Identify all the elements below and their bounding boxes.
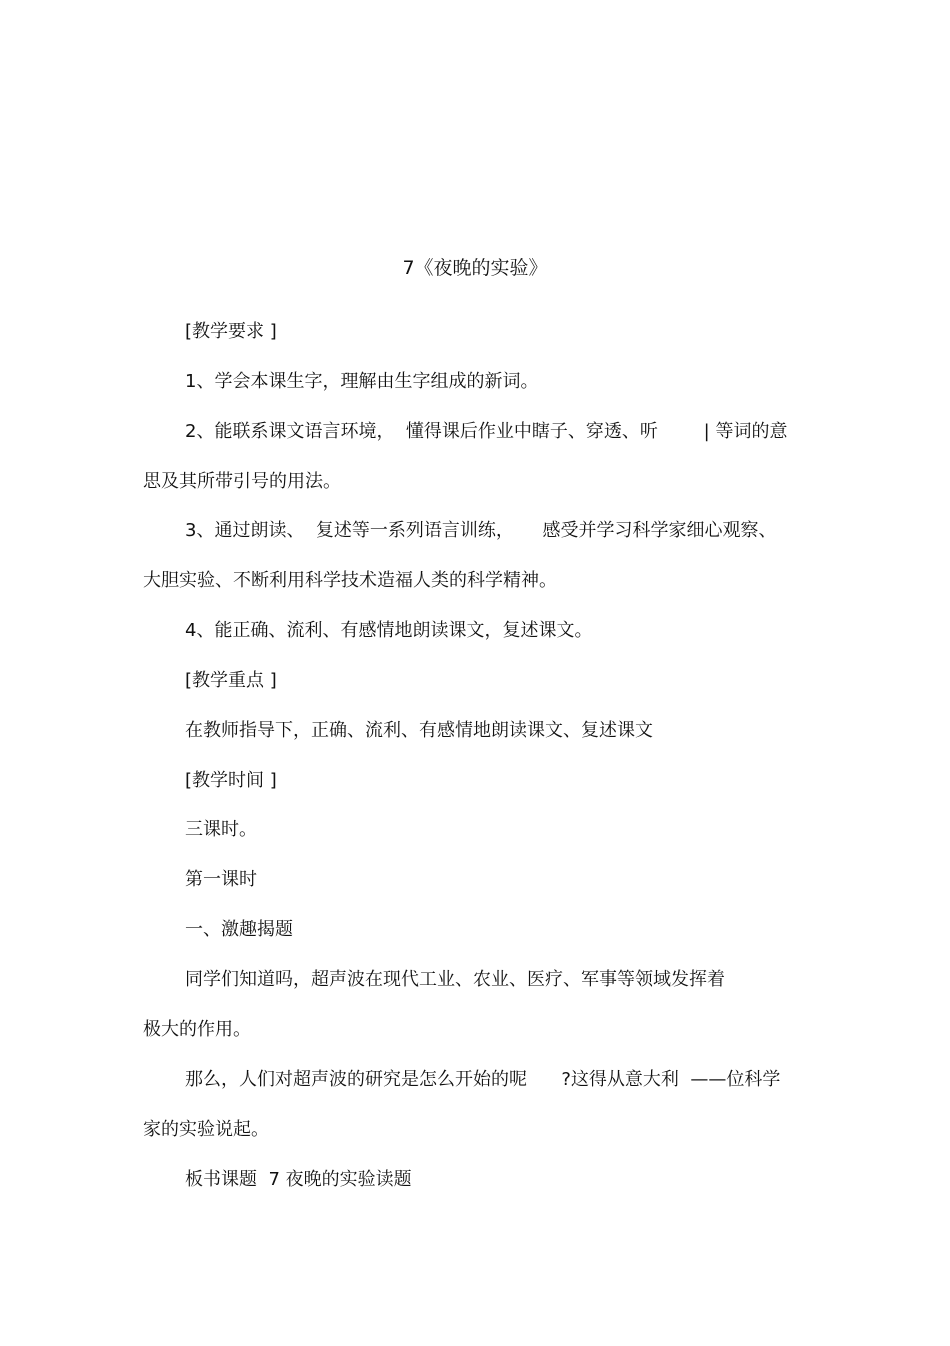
- paragraph-line: 大胆实验、不断利用科学技术造福人类的科学精神。: [143, 570, 557, 591]
- paragraph-line: 同学们知道吗，超声波在现代工业、农业、医疗、军事等领域发挥着: [185, 969, 725, 990]
- document-title: 7《夜晚的实验》: [402, 257, 548, 279]
- step-heading: 一、激趣揭题: [185, 919, 293, 940]
- paragraph-line: 板书课题 7 夜晚的实验读题: [185, 1169, 412, 1190]
- lesson-heading: 第一课时: [185, 869, 257, 890]
- section-heading-requirements: [教学要求 ]: [185, 321, 277, 342]
- paragraph-line: 1、学会本课生字，理解由生字组成的新词。: [185, 371, 539, 392]
- paragraph-line: 3、通过朗读、 复述等一系列语言训练， 感受并学习科学家细心观察、: [185, 520, 777, 541]
- paragraph-line: 在教师指导下，正确、流利、有感情地朗读课文、复述课文: [185, 720, 653, 741]
- section-heading-time: [教学时间 ]: [185, 770, 277, 791]
- paragraph-line: 那么，人们对超声波的研究是怎么开始的呢 ?这得从意大利 ——位科学: [185, 1069, 781, 1090]
- paragraph-line: 家的实验说起。: [143, 1119, 269, 1140]
- section-heading-key-points: [教学重点 ]: [185, 670, 277, 691]
- paragraph-line: 思及其所带引号的用法。: [143, 471, 341, 492]
- paragraph-line: 极大的作用。: [143, 1019, 251, 1040]
- paragraph-line: 4、能正确、流利、有感情地朗读课文，复述课文。: [185, 620, 593, 641]
- paragraph-line: 三课时。: [185, 819, 257, 840]
- paragraph-line: 2、能联系课文语言环境， 懂得课后作业中瞎子、穿透、听 | 等词的意: [185, 421, 788, 442]
